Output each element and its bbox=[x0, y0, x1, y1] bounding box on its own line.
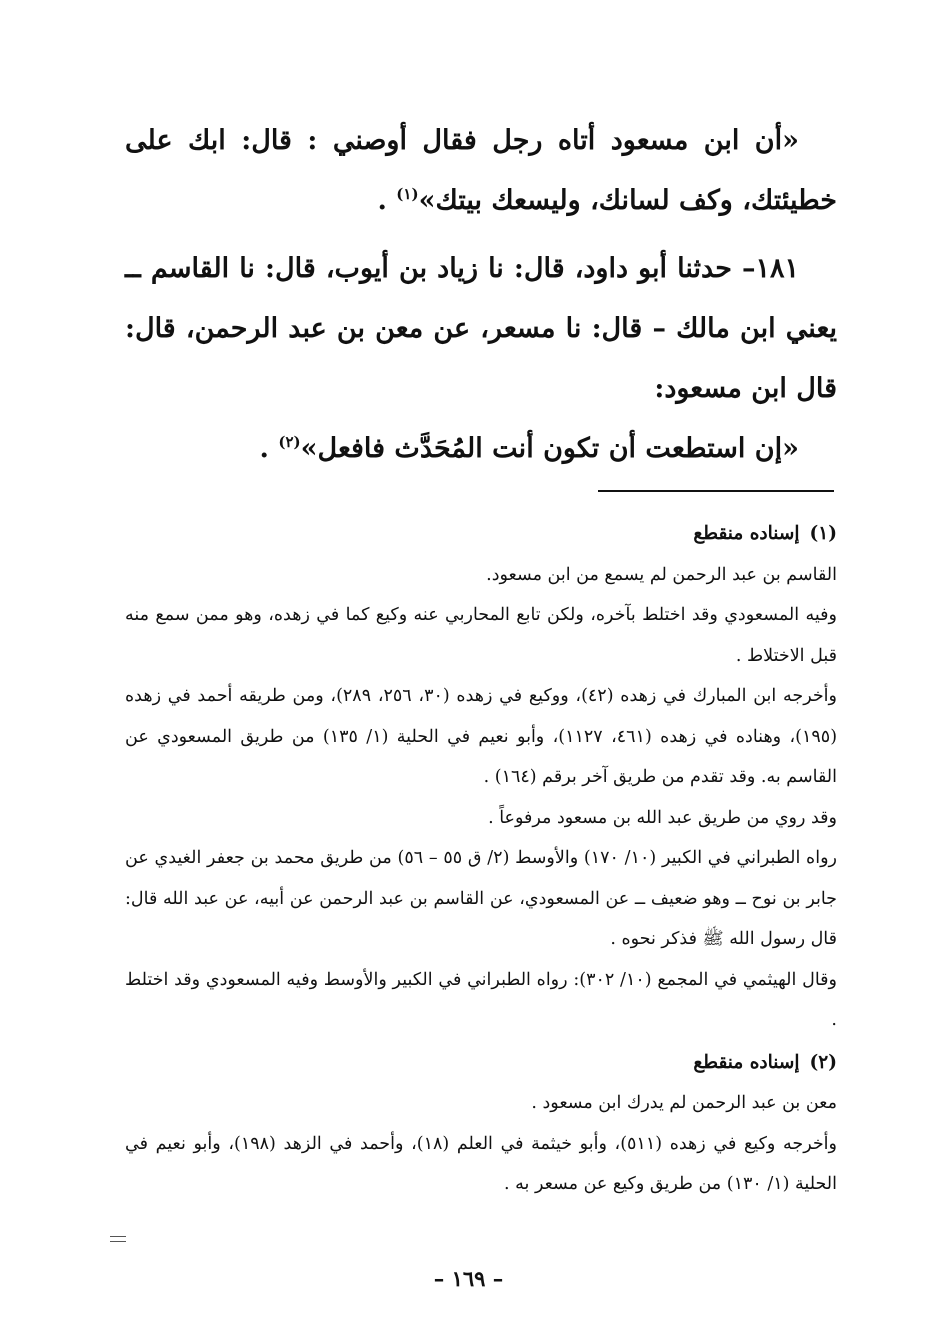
main-paragraph-3: «إن استطعت أن تكون أنت المُحَدَّث فافعل»$^{(٢)}$ . bbox=[259, 433, 799, 464]
footnote-1-line: وأخرجه ابن المبارك في زهده (٤٢)، ووكيع في زهده (٣٠، ٢٥٦، ٢٨٩)، ومن طريقه أحمد في زهده (١٩٥)، وهناده في زهده (٤٦١، ١١٢٧)، وأبو نعيم في الحلية (١/ ١٣٥) من طريق المسعودي عن القاسم به. وقد تقدم من طريق آخر برقم (١٦٤) . bbox=[125, 686, 838, 787]
footnote-1-line: رواه الطبراني في الكبير (١٠/ ١٧٠) والأوسط (٢/ ق ٥٥ – ٥٦) من طريق محمد بن جعفر الغيدي عن جابر بن نوح ــ وهو ضعيف ــ عن المسعودي، عن القاسم بن عبد الرحمن عن أبيه، عن عبد الله قال: قال رسول الله ﷺ فذكر نحوه . bbox=[125, 848, 837, 949]
footnote-2-heading: (٢)إسناده منقطع bbox=[125, 1043, 837, 1084]
footnote-2-line: وأخرجه وكيع في زهده (٥١١)، وأبو خيثمة في العلم (١٨)، وأحمد في الزهد (١٩٨)، وأبو نعيم في الحلية (١/ ١٣٠) من طريق وكيع عن مسعر به . bbox=[125, 1133, 837, 1194]
footnote-2-number: (٢) bbox=[809, 1051, 837, 1073]
footnote-ref-2: (٢) bbox=[278, 433, 301, 451]
footnote-1-line: وقد روي من طريق عبد الله بن مسعود مرفوعاً . bbox=[488, 807, 837, 828]
footnote-1-line: وفيه المسعودي وقد اختلط بآخره، ولكن تابع المحاربي عنه وكيع كما في زهده، وهو ممن سمع منه قبل الاختلاط . bbox=[125, 605, 837, 666]
footnote-1-number: (١) bbox=[809, 523, 837, 544]
main-paragraph-1: «أن ابن مسعود أتاه رجل فقال أوصني : قال: ابك على خطيئتك، وكف لسانك، وليسعك بيتك»$^{(١)}$ . bbox=[125, 125, 837, 216]
page-number: – ١٦٩ – bbox=[433, 1266, 504, 1291]
footnote-1-line: وقال الهيثمي في المجمع (١٠/ ٣٠٢): رواه الطبراني في الكبير والأوسط وفيه المسعودي وقد اختلط . bbox=[125, 969, 837, 1030]
footnote-separator bbox=[598, 490, 834, 492]
footnote-1-line: القاسم بن عبد الرحمن لم يسمع من ابن مسعود. bbox=[486, 564, 837, 585]
footnote-2-line: معن بن عبد الرحمن لم يدرك ابن مسعود . bbox=[531, 1093, 837, 1113]
margin-mark bbox=[110, 1236, 126, 1242]
main-text bbox=[125, 111, 837, 479]
main-paragraph-2: ١٨١– حدثنا أبو داود، قال: نا زياد بن أيوب، قال: نا القاسم ــ يعني ابن مالك – قال: نا مسعر، عن معن بن عبد الرحمن، قال: قال ابن مسعود: bbox=[125, 253, 837, 404]
footnotes bbox=[125, 514, 837, 1205]
footnote-ref-1: (١) bbox=[396, 185, 419, 203]
hadith-quote-1: «أن ابن مسعود أتاه رجل فقال أوصني : قال: ابك على خطيئتك، وكف لسانك، وليسعك بيتك» bbox=[125, 125, 837, 216]
footnote-1-heading: (١)إسناده منقطع bbox=[125, 514, 837, 555]
hadith-quote-2: «إن استطعت أن تكون أنت المُحَدَّث فافعل» bbox=[300, 433, 799, 464]
